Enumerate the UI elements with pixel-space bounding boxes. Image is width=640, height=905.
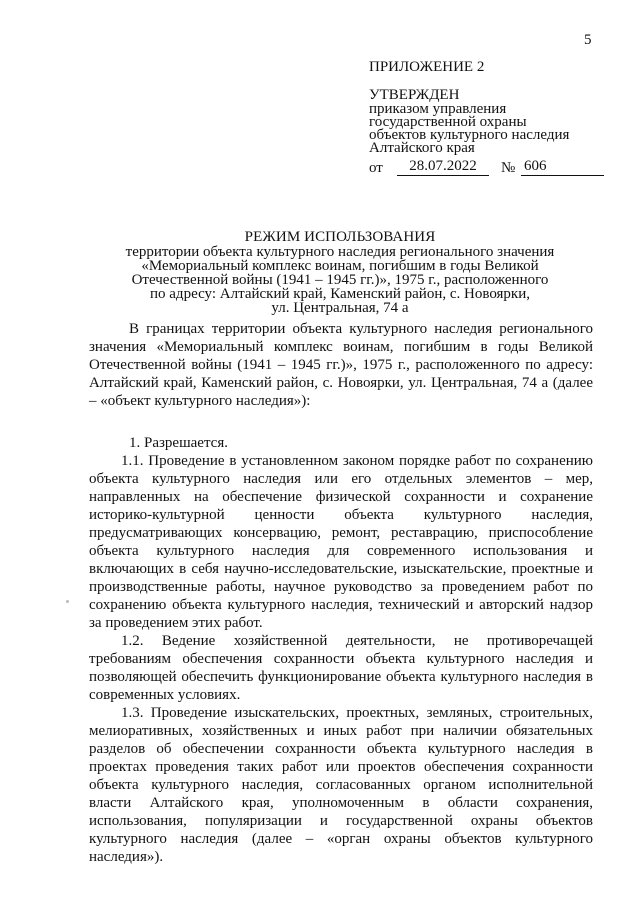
appendix-title: ПРИЛОЖЕНИЕ 2: [369, 59, 485, 75]
order-date: 28.07.2022: [397, 158, 489, 176]
subtitle-line: территории объекта культурного наследия регионального значения: [125, 244, 555, 260]
subtitle-line: Отечественной войны (1941 – 1945 гг.)», 1975 г., расположенного: [131, 272, 549, 288]
body-text: [89, 320, 593, 866]
order-line: Алтайского края: [369, 140, 475, 156]
section-heading: 1. Разрешается.: [129, 435, 228, 451]
order-lines: [369, 103, 609, 155]
item-paragraph: 1.3. Проведение изыскательских, проектных, земляных, строительных, мелиоративных, хозяйственных и иных работ при наличии обязательных разделов об обеспечении сохранности объекта культурного наследия в проектах проведения таких работ или проектов обеспечения сохранности объекта культурного наследия, согласованных органом исполнительной власти Алтайского края, уполномоченным в области сохранения, использования, популяризации и государственной охраны объектов культурного наследия (далее – «орган охраны объектов культурного наследия»).: [89, 705, 593, 865]
number-sign: №: [501, 160, 516, 176]
appendix-block: [369, 60, 609, 176]
mode-subtitle: [80, 245, 600, 315]
order-line: приказом управления: [369, 101, 507, 117]
scan-speck: [66, 600, 69, 603]
mode-title-block: [80, 230, 600, 315]
mode-heading: РЕЖИМ ИСПОЛЬЗОВАНИЯ: [244, 229, 436, 245]
page-number: 5: [584, 32, 592, 48]
from-label: от: [369, 160, 383, 176]
item-paragraph: 1.1. Проведение в установленном законом порядке работ по сохранению объекта культурного наследия или его отдельных элементов – мер, направленных на обеспечение физической сохранности и сохранение историко-культурной ценности объекта культурного наследия, предусматривающих консервацию, ремонт, реставрацию, приспособление объекта культурного наследия для современного использования и включающих в себя научно-исследовательские, изыскательские, проектные и производственные работы, научное руководство за проведением работ по сохранению объекта культурного наследия, технический и авторский надзор за проведением этих работ.: [89, 453, 593, 631]
subtitle-line: ул. Центральная, 74 а: [271, 300, 409, 316]
order-number: 606: [521, 158, 604, 176]
approved-label: УТВЕРЖДЕН: [369, 87, 460, 103]
order-line: объектов культурного наследия: [369, 127, 570, 143]
intro-paragraph: В границах территории объекта культурного наследия регионального значения «Мемориальный комплекс воинам, погибшим в годы Великой Отечественной войны (1941 – 1945 гг.)», 1975 г., расположенного по адресу: Алтайский край, Каменский район, с. Новоярки, ул. Центральная, 74 а (далее – «объект культурного наследия»):: [89, 321, 593, 409]
subtitle-line: «Мемориальный комплекс воинам, погибшим в годы Великой: [141, 258, 539, 274]
subtitle-line: по адресу: Алтайский край, Каменский район, с. Новоярки,: [150, 286, 530, 302]
order-line: государственной охраны: [369, 114, 527, 130]
item-paragraph: 1.2. Ведение хозяйственной деятельности, не противоречащей требованиям обеспечения сохранности объекта культурного наследия и позволяющей обеспечить функционирование объекта культурного наследия в современных условиях.: [89, 633, 593, 703]
order-reference: [369, 158, 609, 176]
